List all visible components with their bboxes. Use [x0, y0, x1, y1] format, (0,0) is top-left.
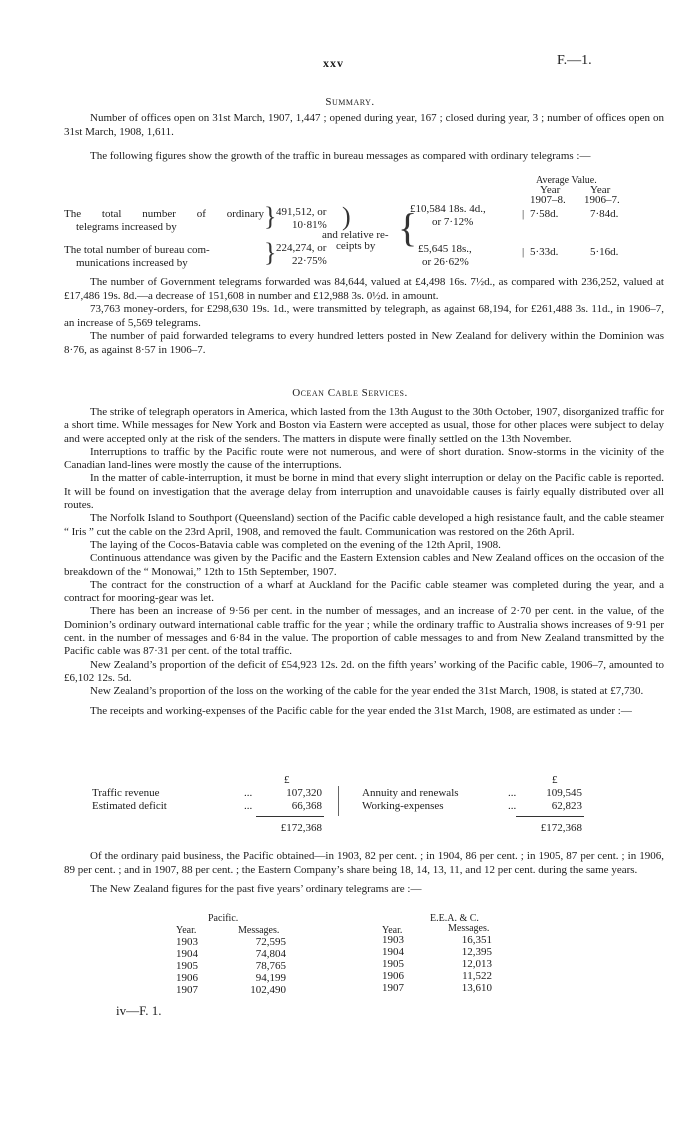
row1-close-brace: ): [342, 202, 351, 231]
annuity-amount: 109,545: [546, 787, 582, 799]
left-total: £172,368: [280, 822, 322, 834]
table-row: 1905 78,765: [176, 960, 286, 972]
pacific-table: [172, 936, 290, 996]
row2-avg-1907: 5·33d.: [530, 246, 559, 258]
ocean-deficit-text: New Zealand’s proportion of the deficit of £54,923 12s. 2d. on the fifth years’ working of the Pacific cable, 1906–7, amounted to £6,102 12s. 5d.: [64, 658, 664, 684]
traffic-revenue-amount: 107,320: [286, 787, 322, 799]
growth-intro-paragraph: [64, 150, 664, 164]
eea-col-messages: Messages.: [448, 923, 490, 934]
estimated-deficit-label: Estimated deficit: [92, 800, 167, 812]
left-total-rule: [256, 816, 324, 817]
traffic-revenue-label: Traffic revenue: [92, 787, 160, 799]
receipts-brace: {: [398, 205, 418, 250]
row2-label-b: munications increased by: [76, 257, 188, 269]
year-label-1: Year: [540, 184, 561, 196]
table-row: 1907 13,610: [382, 982, 492, 994]
pacific-col-year: Year.: [176, 925, 197, 936]
annuity-label: Annuity and renewals: [362, 787, 459, 799]
money-orders-text: 73,763 money-orders, for £298,630 19s. 1d., were transmitted by telegraph, as against 68,194, for £261,488 3s. 11d., in 1906–7, an increase of 5,569 telegrams.: [64, 303, 664, 329]
ocean-interruptions-text: Interruptions to traffic by the Pacific route were not numerous, and were of short duration. Snow-storms in the vicinity of the Canadian land-lines were mostly the cause of the interruptions.: [64, 445, 664, 472]
document-code: F.—1.: [557, 53, 592, 68]
ocean-receipts-text: The receipts and working-expenses of the Pacific cable for the year ended the 31st March, 1908, are estimated as under :—: [90, 704, 632, 717]
year-label-2: Year: [590, 184, 611, 196]
row1-label-b: telegrams increased by: [76, 221, 177, 233]
row1-brace: }: [264, 202, 277, 231]
working-expenses-amount: 62,823: [551, 800, 582, 812]
table-row: 1905 12,013: [382, 958, 492, 970]
row2-avg-1906: 5·16d.: [590, 246, 619, 258]
average-value-title: Average Value.: [536, 175, 597, 186]
row1-label-a: The total number of ordinary: [64, 208, 264, 220]
table-row: 1906 11,522: [382, 970, 492, 982]
right-pound-sign: £: [552, 774, 558, 786]
ocean-norfolk-text: The Norfolk Island to Southport (Queensland) section of the Pacific cable developed a high resistance fault, and the cable steamer “ Iris ” cut the cable on the 23rd April, 1908, and removed the fault. Communication was restored on the 26th April.: [64, 512, 664, 538]
table-row: 1907 102,490: [176, 984, 286, 996]
eea-col-year: Year.: [382, 925, 403, 936]
ocean-cable-interruption-text: In the matter of cable-interruption, it must be borne in mind that every slight interruption or delay on the Pacific cable is reported. It will be found on investigation that the average delay from interruption and unavoidable causes is fairly equally distributed over all routes.: [64, 472, 664, 512]
ocean-wharf-text: The contract for the construction of a wharf at Auckland for the Pacific cable steamer was completed during the year, and a contract for mooring-gear was let.: [64, 578, 664, 605]
right-total: £172,368: [540, 822, 582, 834]
summary-heading: Summary.: [325, 96, 375, 108]
row2-amount-percent: or 26·62%: [422, 256, 469, 268]
eea-table-title: E.E.A. & C.: [430, 913, 479, 924]
relative-receipts-b: ceipts by: [336, 240, 376, 252]
growth-intro-text: The following figures show the growth of the traffic in bureau messages as compared with ordinary telegrams :—: [90, 150, 591, 162]
relative-receipts-a: and relative re-: [322, 229, 389, 241]
offices-text: Number of offices open on 31st March, 1907, 1,447 ; opened during year, 167 ; closed during year, 3 ; number of offices open on 31st March, 1908, 1,611.: [64, 112, 664, 138]
left-pound-sign: £: [284, 774, 290, 786]
page-number: xxv: [323, 56, 344, 70]
nz-figures-intro-text: The New Zealand figures for the past five years’ ordinary telegrams are :—: [90, 883, 422, 895]
ocean-cable-heading: Ocean Cable Services.: [292, 387, 408, 399]
row1-amount: £10,584 18s. 4d.,: [410, 203, 486, 215]
pacific-col-messages: Messages.: [238, 925, 280, 936]
ocean-increase-text: There has been an increase of 9·56 per cent. in the number of messages, and an increase of 2·70 per cent. in the value, of the Dominion’s ordinary outward international cable traffic for the year ; while the ordinary traffic to Australia shows increases of 9·91 per cent. in the number of messages and 6·84 in the value. The proportion of cable messages to and from New Zealand transmitted by the Pacific cable was 87·31 per cent. of the total traffic.: [64, 605, 664, 658]
ocean-strike-text: The strike of telegraph operators in America, which lasted from the 13th August to the 30th October, 1907, disorganized traffic for a short time. While messages for New York and Boston via Eastern were accepted as usual, those for other places were subject to delay and were accepted only at the risk of the senders. The matters in dispute were finally settled on the 13th November.: [64, 406, 664, 445]
eea-table: [378, 934, 496, 994]
ordinary-business-text: Of the ordinary paid business, the Pacific obtained—in 1903, 82 per cent. ; in 1904, 86 per cent. ; in 1905, 87 per cent. ; in 1906, 89 per cent. ; and in 1907, 88 per cent. ; the Eastern Company’s share being 18, 14, 13, 11, and 12 per cent. during the same years.: [64, 850, 664, 876]
accounts-divider: [338, 786, 339, 816]
row1-amount-percent: or 7·12%: [432, 216, 474, 228]
row2-percent: 22·75%: [292, 255, 327, 267]
row2-label-a: The total number of bureau com-: [64, 244, 210, 256]
table-row: 1904 74,804: [176, 948, 286, 960]
pacific-table-title: Pacific.: [208, 913, 239, 924]
working-expenses-label: Working-expenses: [362, 800, 444, 812]
year-1906-7: 1906–7.: [584, 194, 620, 206]
ocean-cocos-text: The laying of the Cocos-Batavia cable was completed on the evening of the 12th April, 1908.: [90, 538, 501, 551]
row1-number: 491,512, or: [276, 206, 327, 218]
table-row: 1903 16,351: [382, 934, 492, 946]
ocean-monowai-text: Continuous attendance was given by the Pacific and the Eastern Extension cables and New Zealand offices on the occasion of the breakdown of the “ Monowai,” 12th to 15th September, 1907.: [64, 552, 664, 578]
row1-avg-1906: 7·84d.: [590, 208, 619, 220]
signature-mark: iv—F. 1.: [116, 1003, 162, 1018]
paid-telegrams-text: The number of paid forwarded telegrams to every hundred letters posted in New Zealand for delivery within the Dominion was 8·76, as against 8·57 in 1906–7.: [64, 330, 664, 356]
row2-amount: £5,645 18s.,: [418, 243, 472, 255]
table-row: 1906 94,199: [176, 972, 286, 984]
row1-avg-1907: 7·58d.: [530, 208, 559, 220]
table-row: 1903 72,595: [176, 936, 286, 948]
summary-paragraphs: [64, 276, 664, 357]
offices-paragraph: [64, 112, 664, 139]
government-telegrams-text: The number of Government telegrams forwarded was 84,644, valued at £4,498 16s. 7½d., as compared with 236,252, valued at £17,486 19s. 8d.—a decrease of 151,608 in number and £12,988 3s. 0½d. in amount.: [64, 276, 664, 302]
year-1907-8: 1907–8.: [530, 194, 566, 206]
table-row: 1904 12,395: [382, 946, 492, 958]
right-total-rule: [516, 816, 584, 817]
row2-number: 224,274, or: [276, 242, 327, 254]
row2-brace: }: [264, 238, 277, 267]
ordinary-paragraphs: [64, 850, 664, 897]
row1-percent: 10·81%: [292, 219, 327, 231]
estimated-deficit-amount: 66,368: [291, 800, 322, 812]
ocean-cable-paragraphs: [64, 406, 664, 718]
ocean-loss-text: New Zealand’s proportion of the loss on the working of the cable for the year ended the 31st March, 1908, is stated at £7,730.: [90, 685, 644, 698]
